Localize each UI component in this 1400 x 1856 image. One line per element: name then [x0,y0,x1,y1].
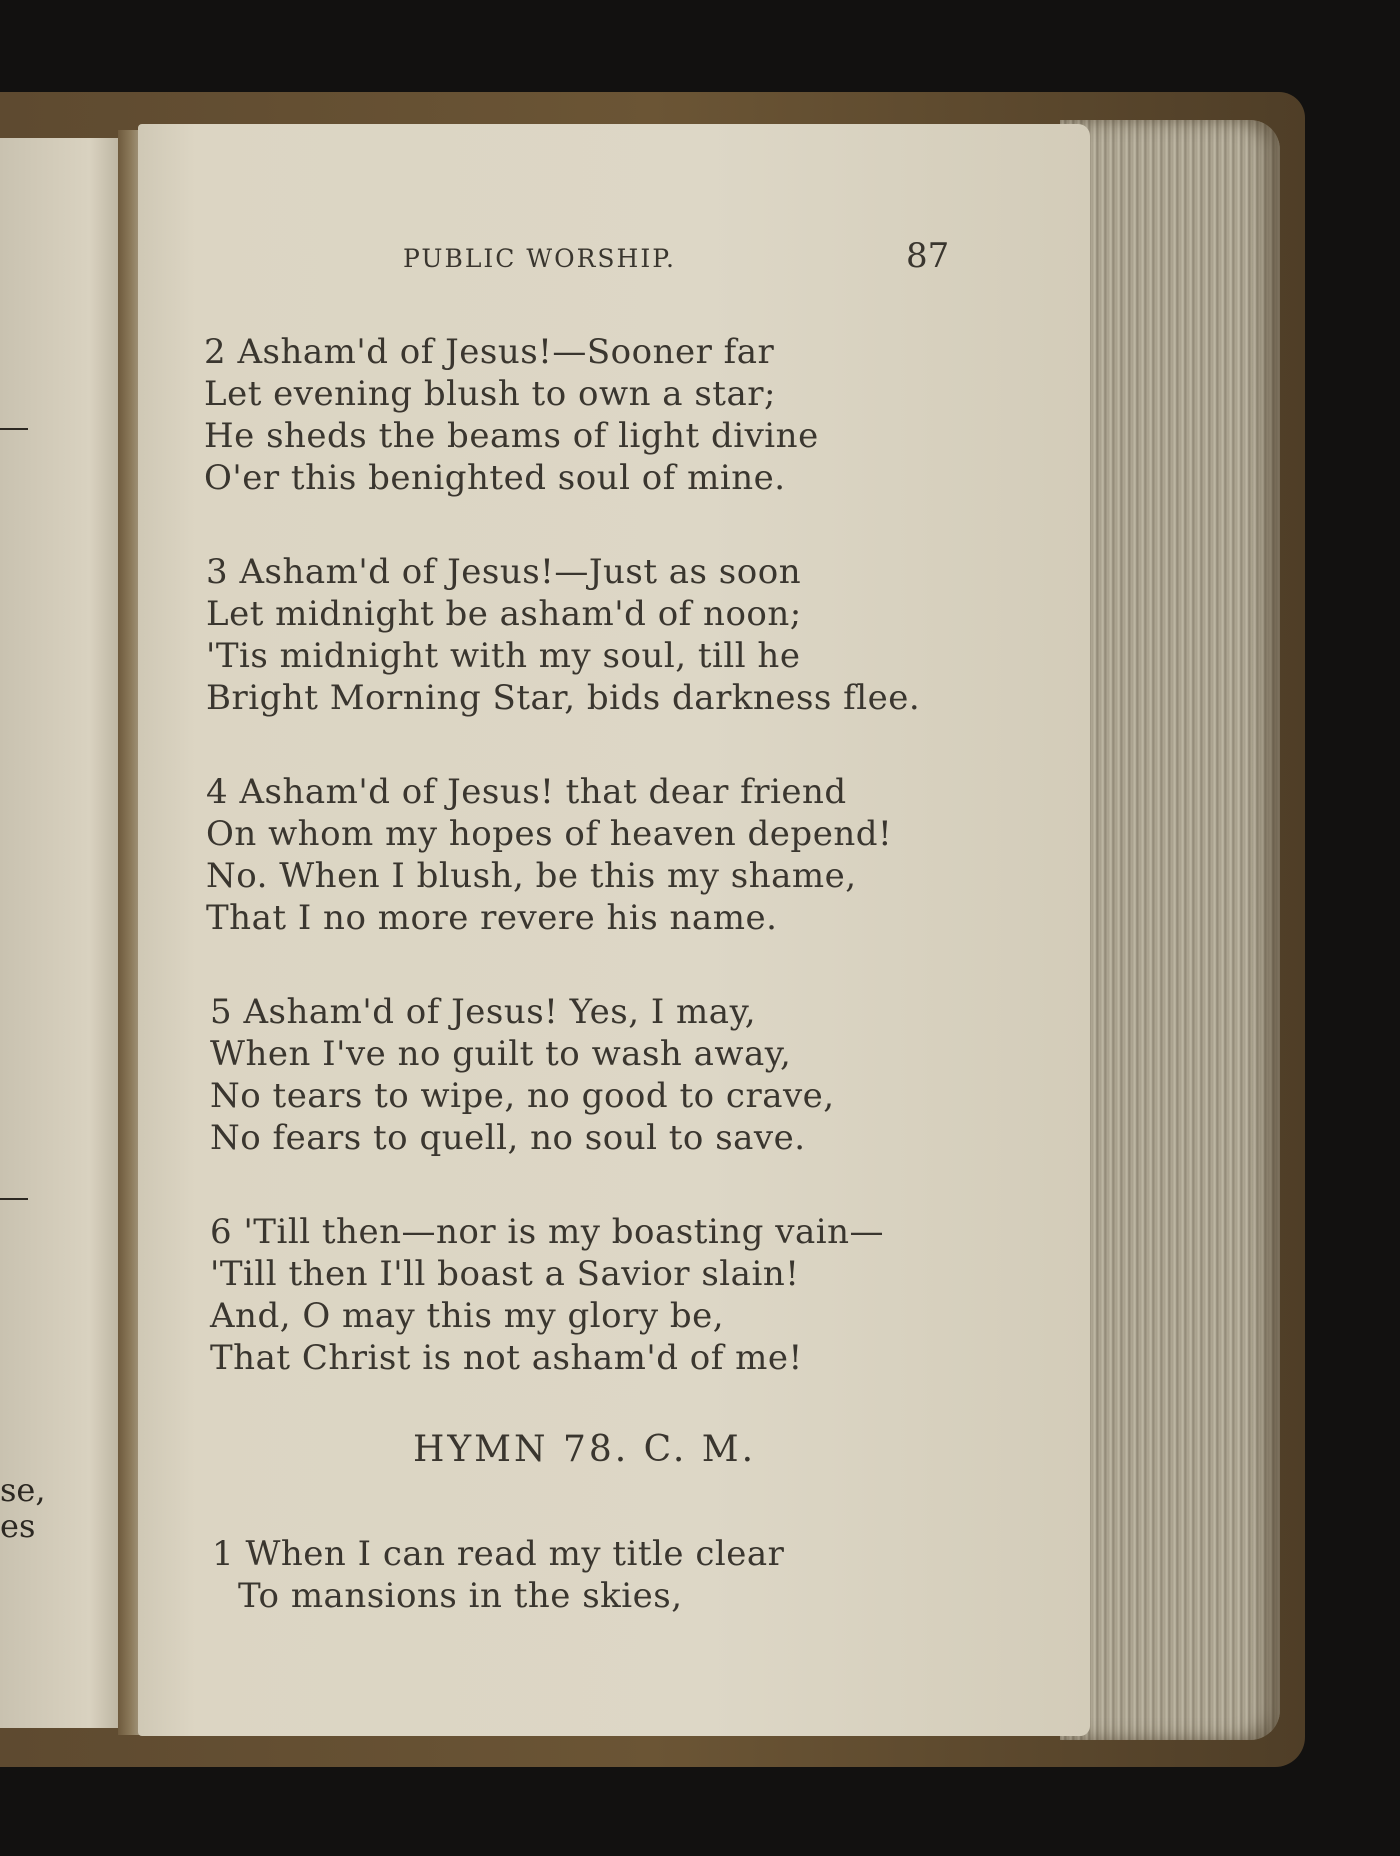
stanza-line: 2 Asham'd of Jesus!—Sooner far [204,332,775,372]
stanza-line: When I've no guilt to wash away, [210,1034,792,1074]
stanza-line: 4 Asham'd of Jesus! that dear friend [206,772,847,812]
stanza-line: He sheds the beams of light divine [204,416,819,456]
hymn-title: HYMN 78. C. M. [413,1429,757,1470]
stanza-line: 5 Asham'd of Jesus! Yes, I may, [210,992,757,1032]
stanza-line: O'er this benighted soul of mine. [204,458,786,498]
stanza-line: No tears to wipe, no good to crave, [210,1076,835,1116]
left-page-rule [0,428,28,430]
page-number: 87 [906,236,950,276]
left-page-fragment: es [0,1507,36,1545]
left-page-rule [0,1198,28,1200]
stanza-line: No. When I blush, be this my shame, [206,856,857,896]
stanza-line: Let evening blush to own a star; [204,374,776,414]
stanza-line: No fears to quell, no soul to save. [210,1118,806,1158]
right-page [138,124,1090,1736]
stanza-line: 6 'Till then—nor is my boasting vain— [210,1212,884,1252]
page-text [138,124,1090,1736]
stanza-line: 'Tis midnight with my soul, till he [206,636,801,676]
running-head: PUBLIC WORSHIP. [403,244,676,273]
hymn-line: 1 When I can read my title clear [212,1534,785,1574]
stanza-line: Bright Morning Star, bids darkness flee. [206,678,921,718]
stanza-line: That Christ is not asham'd of me! [210,1338,803,1378]
stanza-line: And, O may this my glory be, [210,1296,725,1336]
stanza-line: Let midnight be asham'd of noon; [206,594,802,634]
left-page [0,138,128,1728]
left-page-fragment: se, [0,1471,46,1509]
page-edges [1060,120,1280,1740]
hymn-line: To mansions in the skies, [238,1576,683,1616]
stanza-line: 3 Asham'd of Jesus!—Just as soon [206,552,802,592]
stanza-line: On whom my hopes of heaven depend! [206,814,893,854]
stanza-line: That I no more revere his name. [206,898,778,938]
stanza-line: 'Till then I'll boast a Savior slain! [210,1254,800,1294]
